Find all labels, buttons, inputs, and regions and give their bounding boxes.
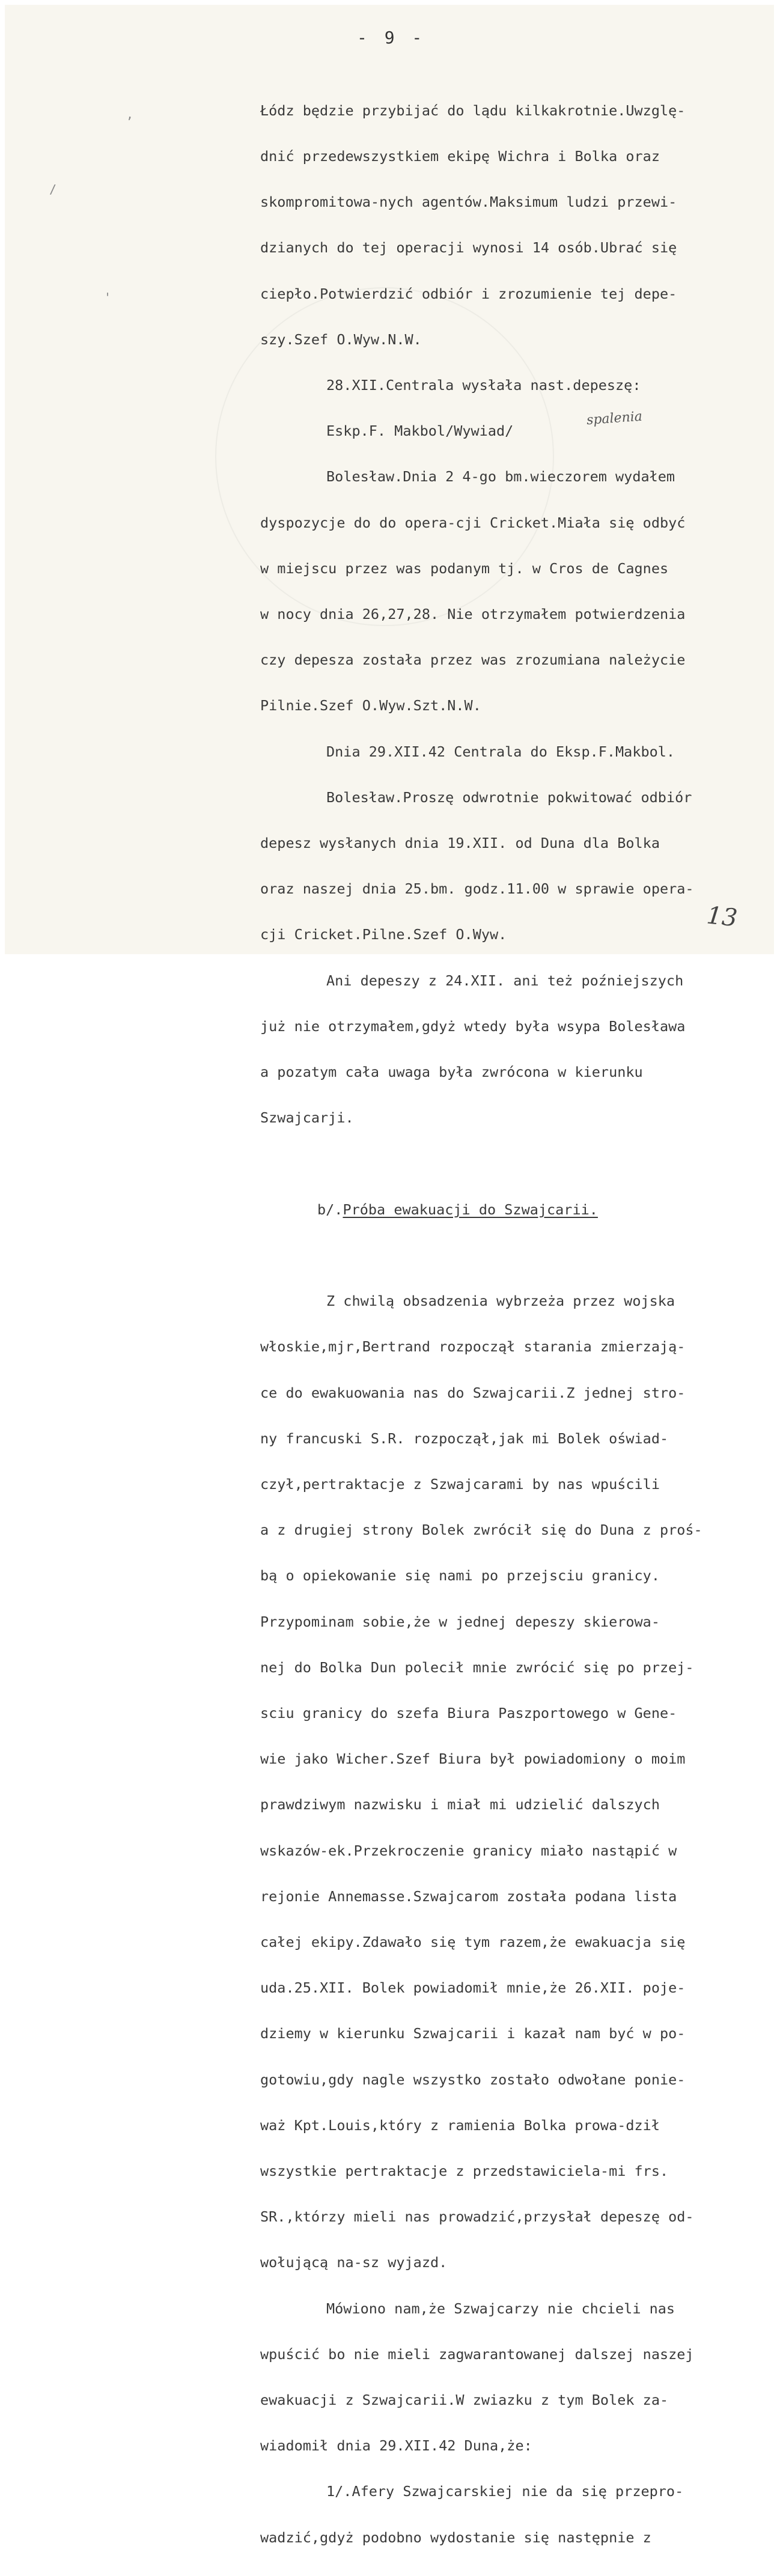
scan-mark: , xyxy=(126,107,134,121)
text-line: ny francuski S.R. rozpoczął,jak mi Bolek oświad- xyxy=(260,1430,669,1447)
text-line: Eskp.F. Makbol/Wywiad/ xyxy=(326,422,514,440)
text-line: Ani depeszy z 24.XII. ani też poźniejszych xyxy=(326,972,684,989)
text-line: 1/.Afery Szwajcarskiej nie da się przepro- xyxy=(326,2483,684,2500)
text-line: dnić przedewszystkiem ekipę Wichra i Bolka oraz xyxy=(260,148,660,165)
text-line: depesz wysłanych dnia 19.XII. od Duna dla Bolka xyxy=(260,835,660,852)
text-line: czy depesza została przez was zrozumiana należycie xyxy=(260,651,686,669)
text-line: ewakuacji z Szwajcarii.W zwiazku z tym Bolek za- xyxy=(260,2391,669,2408)
text-line: Pilnie.Szef O.Wyw.Szt.N.W. xyxy=(260,697,481,714)
text-line: Szwajcarji. xyxy=(260,1109,354,1127)
text-line: wołującą na-sz wyjazd. xyxy=(260,2254,448,2271)
scan-mark: / xyxy=(49,182,57,196)
text-line: Bolesław.Proszę odwrotnie pokwitować odbiór xyxy=(326,788,692,806)
text-line: w miejscu przez was podanym tj. w Cros de Cagnes xyxy=(260,559,669,577)
text-line: Z chwilą obsadzenia wybrzeża przez wojska xyxy=(326,1293,675,1310)
text-line: wpuścić bo nie mieli zagwarantowanej dalszej naszej xyxy=(260,2345,694,2363)
text-line: ciepło.Potwierdzić odbiór i zrozumienie tej depe- xyxy=(260,285,677,302)
text-line: wszystkie pertraktacje z przedstawiciela-mi frs. xyxy=(260,2162,669,2179)
blank-line xyxy=(260,1248,753,1263)
section-letter: b/. xyxy=(317,1201,343,1218)
text-line: Bolesław.Dnia 2 4-go bm.wieczorem wydałem xyxy=(326,468,675,486)
text-line: waż Kpt.Louis,który z ramienia Bolka prowa-dził xyxy=(260,2116,660,2134)
text-line: wie jako Wicher.Szef Biura był powiadomiony o moim xyxy=(260,1750,686,1768)
text-line: cji Cricket.Pilne.Szef O.Wyw. xyxy=(260,926,507,943)
text-line: Mówiono nam,że Szwajcarzy nie chcieli nas xyxy=(326,2300,675,2317)
text-line: w nocy dnia 26,27,28. Nie otrzymałem potwierdzenia xyxy=(260,606,686,623)
document-page xyxy=(5,5,774,2546)
text-line: SR.,którzy mieli nas prowadzić,przysłał depeszę od- xyxy=(260,2208,694,2226)
text-line: włoskie,mjr,Bertrand rozpoczął starania zmierzają- xyxy=(260,1338,686,1356)
scan-mark: ' xyxy=(104,290,112,305)
body-text xyxy=(260,73,753,2576)
handwritten-sheet-number: 13 xyxy=(705,901,739,933)
section-heading xyxy=(260,1202,753,1217)
text-line: Łódz będzie przybijać do lądu kilkakrotnie.Uwzglę- xyxy=(260,102,686,119)
text-line: czył,pertraktacje z Szwajcarami by nas wpuścili xyxy=(260,1475,660,1493)
text-line: 28.XII.Centrala wysłała nast.depeszę: xyxy=(326,377,641,394)
text-line: wskazów-ek.Przekroczenie granicy miało nastąpić w xyxy=(260,1842,677,1859)
text-line: rejonie Annemasse.Szwajcarom została podana lista xyxy=(260,1887,677,1905)
text-line: szy.Szef O.Wyw.N.W. xyxy=(260,330,422,348)
text-line: Dnia 29.XII.42 Centrala do Eksp.F.Makbol. xyxy=(326,743,675,760)
text-line: już nie otrzymałem,gdyż wtedy była wsypa Bolesława xyxy=(260,1017,686,1035)
text-line: gotowiu,gdy nagle wszystko zostało odwołane ponie- xyxy=(260,2071,686,2088)
text-line: sciu granicy do szefa Biura Paszportowego w Gene- xyxy=(260,1704,677,1722)
text-line: wiadomił dnia 29.XII.42 Duna,że: xyxy=(260,2437,532,2455)
text-line: oraz naszej dnia 25.bm. godz.11.00 w sprawie opera- xyxy=(260,880,694,898)
text-line: a z drugiej strony Bolek zwrócił się do Duna z proś- xyxy=(260,1521,702,1539)
text-line: całej ekipy.Zdawało się tym razem,że ewakuacja się xyxy=(260,1933,686,1950)
text-line: a pozatym cała uwaga była zwrócona w kierunku xyxy=(260,1064,643,1081)
text-line: wadzić,gdyż podobno wydostanie się następnie z xyxy=(260,2529,651,2546)
text-line: uda.25.XII. Bolek powiadomił mnie,że 26.XII. poje- xyxy=(260,1979,686,1997)
text-line: nej do Bolka Dun polecił mnie zwrócić się po przej- xyxy=(260,1658,694,1676)
text-line: ce do ewakuowania nas do Szwajcarii.Z jednej stro- xyxy=(260,1384,686,1401)
text-line: Przypominam sobie,że w jednej depeszy skierowa- xyxy=(260,1613,660,1630)
text-line: skompromitowa-nych agentów.Maksimum ludzi przewi- xyxy=(260,193,677,211)
text-line: dziemy w kierunku Szwajcarii i kazał nam być w po- xyxy=(260,2025,686,2042)
handwritten-note: spalenia xyxy=(586,409,643,428)
page-number: - 9 - xyxy=(357,28,426,47)
text-line: dyspozycje do do opera-cji Cricket.Miała się odbyć xyxy=(260,514,686,531)
section-title: Próba ewakuacji do Szwajcarii. xyxy=(343,1201,598,1218)
text-line: dzianych do tej operacji wynosi 14 osób.Ubrać się xyxy=(260,239,677,257)
blank-line xyxy=(260,1156,753,1171)
text-line: bą o opiekowanie się nami po przejsciu granicy. xyxy=(260,1567,660,1585)
text-line: prawdziwym nazwisku i miał mi udzielić dalszych xyxy=(260,1796,660,1813)
